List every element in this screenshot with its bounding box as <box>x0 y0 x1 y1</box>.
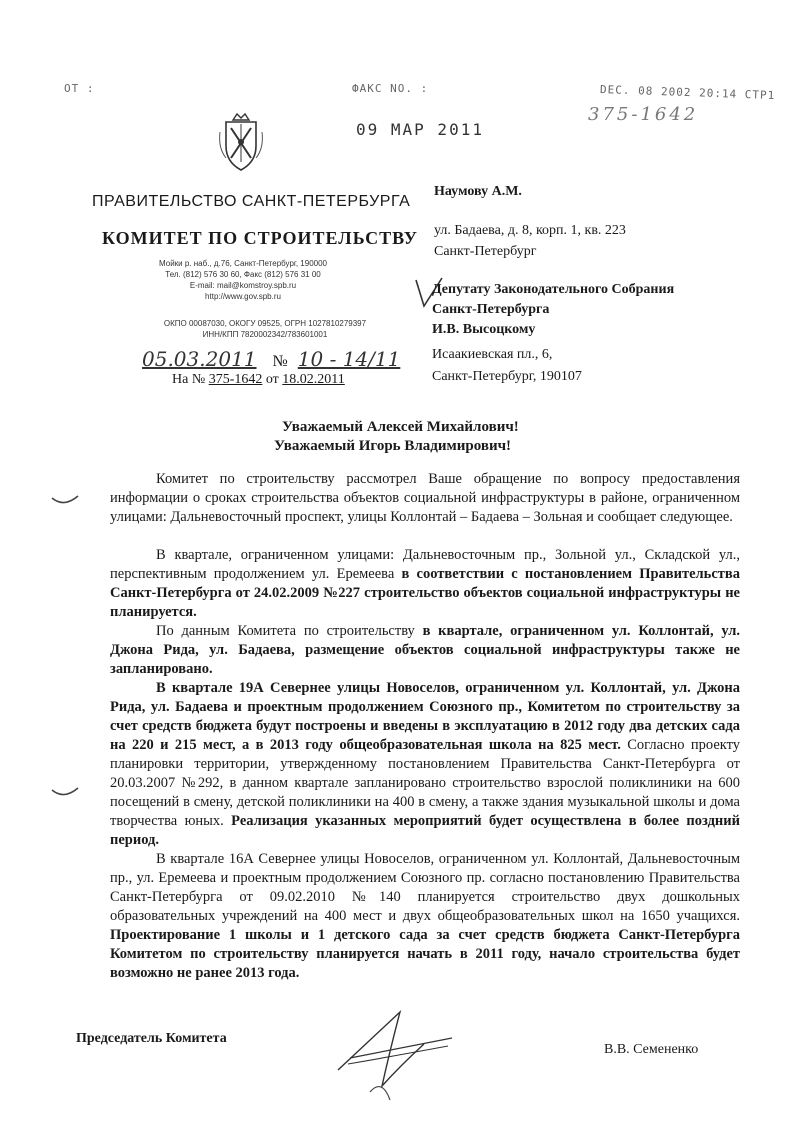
body-paragraph-3 <box>110 622 740 679</box>
recipient2-title1: Депутату Законодательного Собрания <box>432 282 675 297</box>
p3-lead: По данным Комитета по строительству <box>156 623 423 639</box>
signatory-title: Председатель Комитета <box>76 1031 227 1046</box>
recipient1-name: Наумову А.М. <box>434 184 522 199</box>
recipient2-name: И.В. Высоцкому <box>432 322 536 337</box>
margin-tick-icon <box>50 494 80 508</box>
number-label: № <box>272 353 288 370</box>
in-reply-number: 375-1642 <box>208 372 263 387</box>
org-phone: Тел. (812) 576 30 60, Факс (812) 576 31 00 <box>165 270 321 279</box>
org-address: Мойки р. наб., д.76, Санкт-Петербург, 190000 <box>158 259 327 268</box>
fax-number-label: ФАКС NO. : <box>352 82 429 95</box>
committee-name: КОМИТЕТ ПО СТРОИТЕЛЬСТВУ <box>102 228 418 248</box>
outgoing-date: 05.03.2011 <box>142 347 257 371</box>
recipient2-city: Санкт-Петербург, 190107 <box>432 369 582 384</box>
body-paragraph-1 <box>110 470 740 527</box>
p5-bold: Проектирование 1 школы и 1 детского сада за счет средств бюджета Санкт-Петербурга Комитетом по строительству планируется начать в 2011 году, начало строительства будет возможно не ранее 2013 года. <box>110 927 740 981</box>
in-reply-from-label: от <box>265 372 279 387</box>
p3-bold: в квартале, ограниченном ул. Коллонтай, ул. Джона Рида, ул. Бадаева, размещение объектов социальной инфраструктуры также не запланировано. <box>110 623 740 677</box>
p4-bold: В квартале 19А Севернее улицы Новоселов, ограниченном ул. Коллонтай, ул. Джона Рида, ул. Бадаева и проектным продолжением Союзного пр., Комитетом по строительству за счет средств бюджета будут построены и введены в эксплуатацию в 2012 году два детских сада на 220 и 215 мест, а в 2013 году общеобразовательная школа на 825 мест. <box>110 680 740 753</box>
received-date-stamp: 09 МАР 2011 <box>356 120 484 139</box>
fax-timestamp: DEC. 08 2002 20:14 СТР1 <box>599 82 776 103</box>
recipient1-street: ул. Бадаева, д. 8, корп. 1, кв. 223 <box>434 223 626 238</box>
margin-tick-icon <box>50 786 80 800</box>
in-reply-line <box>172 372 345 388</box>
greeting-line1: Уважаемый Алексей Михайлович! <box>282 419 519 435</box>
p4-bold-end: Реализация указанных мероприятий будет осуществлена в более поздний период. <box>110 813 740 848</box>
org-website: http://www.gov.spb.ru <box>205 292 281 301</box>
recipient2-title2: Санкт-Петербурга <box>432 302 550 317</box>
p5-normal: В квартале 16А Севернее улицы Новоселов, ограниченном ул. Коллонтай, Дальневосточным пр., ул. Еремеева и проектным продолжением Союзного пр. согласно постановлению Правительства Санкт-Петербурга от 09.02.2010 №140 планируется строительство двух дошкольных образовательных учреждений на 400 мест и двух общеобразовательных школ на 1650 учащихся. <box>110 851 740 924</box>
p1-text: Комитет по строительству рассмотрел Ваше обращение по вопросу предоставления информации о сроках строительства объектов социальной инфраструктуры в районе, ограниченном улицами: Дальневосточный проспект, улицы Коллонтай – Бадаева – Зольная и сообщает следующее. <box>110 471 740 525</box>
coat-of-arms-icon <box>216 112 266 174</box>
signatory-name: В.В. Семененко <box>604 1042 699 1057</box>
recipient1-city: Санкт-Петербург <box>434 244 537 259</box>
handwritten-signature-icon <box>330 1000 460 1110</box>
in-reply-date: 18.02.2011 <box>282 372 345 387</box>
p2-lead: В квартале, ограниченном улицами: Дальневосточным пр., Зольной ул., Складской ул., перспективным продолжением ул. Еремеева <box>110 547 740 582</box>
recipient2-street: Исаакиевская пл., 6, <box>432 347 553 362</box>
body-paragraph-2 <box>110 546 740 622</box>
org-email: E-mail: mail@komstroy.spb.ru <box>189 281 297 290</box>
handwritten-reference: 375-1642 <box>588 104 699 125</box>
government-name: ПРАВИТЕЛЬСТВО САНКТ-ПЕТЕРБУРГА <box>92 193 411 210</box>
org-codes-line2: ИНН/КПП 7820002342/783601001 <box>202 330 328 339</box>
fax-from-label: ОТ : <box>64 82 95 95</box>
org-codes-line1: ОКПО 00087030, ОКОГУ 09525, ОГРН 1027810279397 <box>163 319 367 328</box>
p2-bold: в соответствии с постановлением Правительства Санкт-Петербурга от 24.02.2009 №227 строительство объектов социальной инфраструктуры не планируется. <box>110 566 740 620</box>
org-codes <box>140 318 390 340</box>
p4-normal: Согласно проекту планировки территории, утвержденному постановлением Правительства Санкт-Петербурга от 20.03.2007 №292, в данном квартале запланировано строительство взрослой поликлиники на 600 посещений в смену, детской поликлиники на 400 в смену, а также здания музыкальной школы и дома творчества юных. <box>110 737 741 829</box>
org-contacts <box>138 258 348 302</box>
in-reply-label: На № <box>172 372 206 387</box>
body-paragraph-4 <box>110 679 740 850</box>
greeting-line2: Уважаемый Игорь Владимирович! <box>274 438 512 454</box>
outgoing-number: 10 - 14/11 <box>297 347 401 371</box>
outgoing-number-line <box>142 347 400 371</box>
body-paragraph-5 <box>110 850 740 983</box>
